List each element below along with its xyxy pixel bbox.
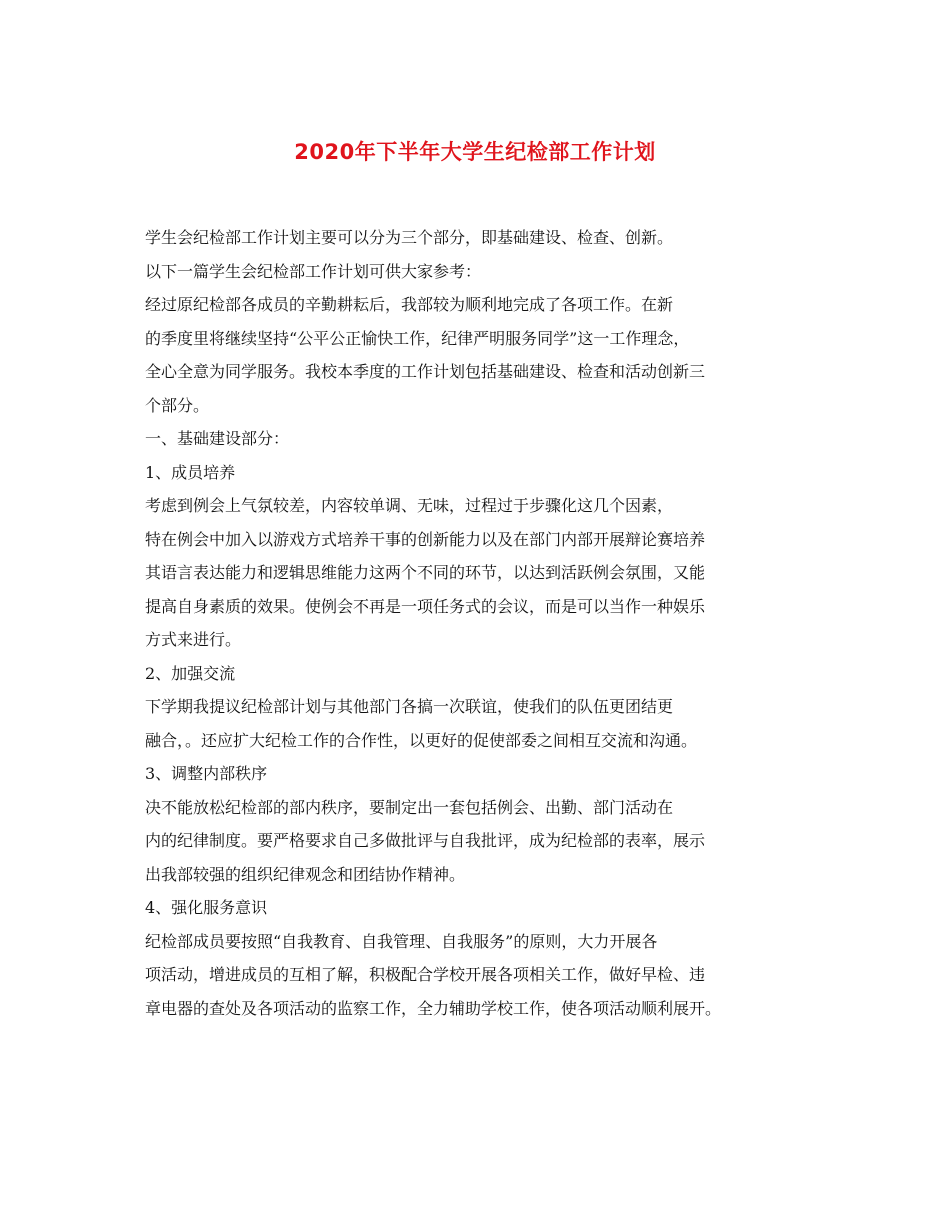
paragraph-line: 其语言表达能力和逻辑思维能力这两个不同的环节，以达到活跃例会氛围，又能	[145, 563, 706, 582]
paragraph-line: 考虑到例会上气氛较差，内容较单调、无味，过程过于步骤化这几个因素，	[145, 496, 674, 515]
paragraph-line: 项活动，增进成员的互相了解，积极配合学校开展各项相关工作，做好早检、违	[145, 965, 706, 984]
paragraph-line: 经过原纪检部各成员的辛勤耕耘后，我部较为顺利地完成了各项工作。在新	[145, 295, 674, 314]
paragraph-line: 纪检部成员要按照“自我教育、自我管理、自我服务”的原则，大力开展各	[145, 931, 658, 951]
paragraph-line: 以下一篇学生会纪检部工作计划可供大家参考：	[145, 261, 482, 281]
paragraph-service	[145, 925, 813, 1026]
paragraph-line: 全心全意为同学服务。我校本季度的工作计划包括基础建设、检查和活动创新三	[145, 362, 706, 381]
subsection-heading-text: 1、成员培养	[145, 462, 236, 482]
subsection-heading	[145, 891, 813, 925]
document-title: 2020年下半年大学生纪检部工作计划	[294, 140, 656, 164]
paragraph-communication	[145, 690, 813, 757]
section-heading-text: 一、基础建设部分：	[145, 429, 290, 448]
paragraph-line: 学生会纪检部工作计划主要可以分为三个部分，即基础建设、检查、创新。	[145, 228, 674, 247]
paragraph-intro	[145, 221, 813, 288]
paragraph-line: 个部分。	[145, 395, 210, 415]
paragraph-line: 提高自身素质的效果。使例会不再是一项任务式的会议，而是可以当作一种娱乐	[145, 596, 706, 616]
paragraph-line: 出我部较强的组织纪律观念和团结协作精神。	[145, 864, 466, 884]
paragraph-line: 的季度里将继续坚持“公平公正愉快工作，纪律严明服务同学”这一工作理念，	[145, 328, 690, 348]
document-body	[145, 221, 813, 1025]
subsection-heading-text: 4、强化服务意识	[145, 898, 268, 917]
subsection-heading	[145, 757, 813, 791]
paragraph-overview	[145, 288, 813, 422]
paragraph-internal-order	[145, 791, 813, 892]
paragraph-line: 方式来进行。	[145, 630, 242, 649]
subsection-heading-text: 3、调整内部秩序	[145, 764, 268, 783]
paragraph-line: 融合，。还应扩大纪检工作的合作性，以更好的促使部委之间相互交流和沟通。	[145, 730, 698, 750]
subsection-heading-text: 2、加强交流	[145, 663, 236, 683]
paragraph-line: 下学期我提议纪检部计划与其他部门各搞一次联谊，使我们的队伍更团结更	[145, 697, 674, 716]
paragraph-line: 决不能放松纪检部的部内秩序，要制定出一套包括例会、出勤、部门活动在	[145, 797, 674, 817]
subsection-heading	[145, 456, 813, 490]
section-heading	[145, 422, 813, 456]
paragraph-line: 章电器的查处及各项活动的监察工作，全力辅助学校工作，使各项活动顺利展开。	[145, 998, 722, 1018]
paragraph-member-training	[145, 489, 813, 657]
paragraph-line: 特在例会中加入以游戏方式培养干事的创新能力以及在部门内部开展辩论赛培养	[145, 529, 706, 549]
paragraph-line: 内的纪律制度。要严格要求自己多做批评与自我批评，成为纪检部的表率，展示	[145, 831, 706, 850]
subsection-heading	[145, 657, 813, 691]
